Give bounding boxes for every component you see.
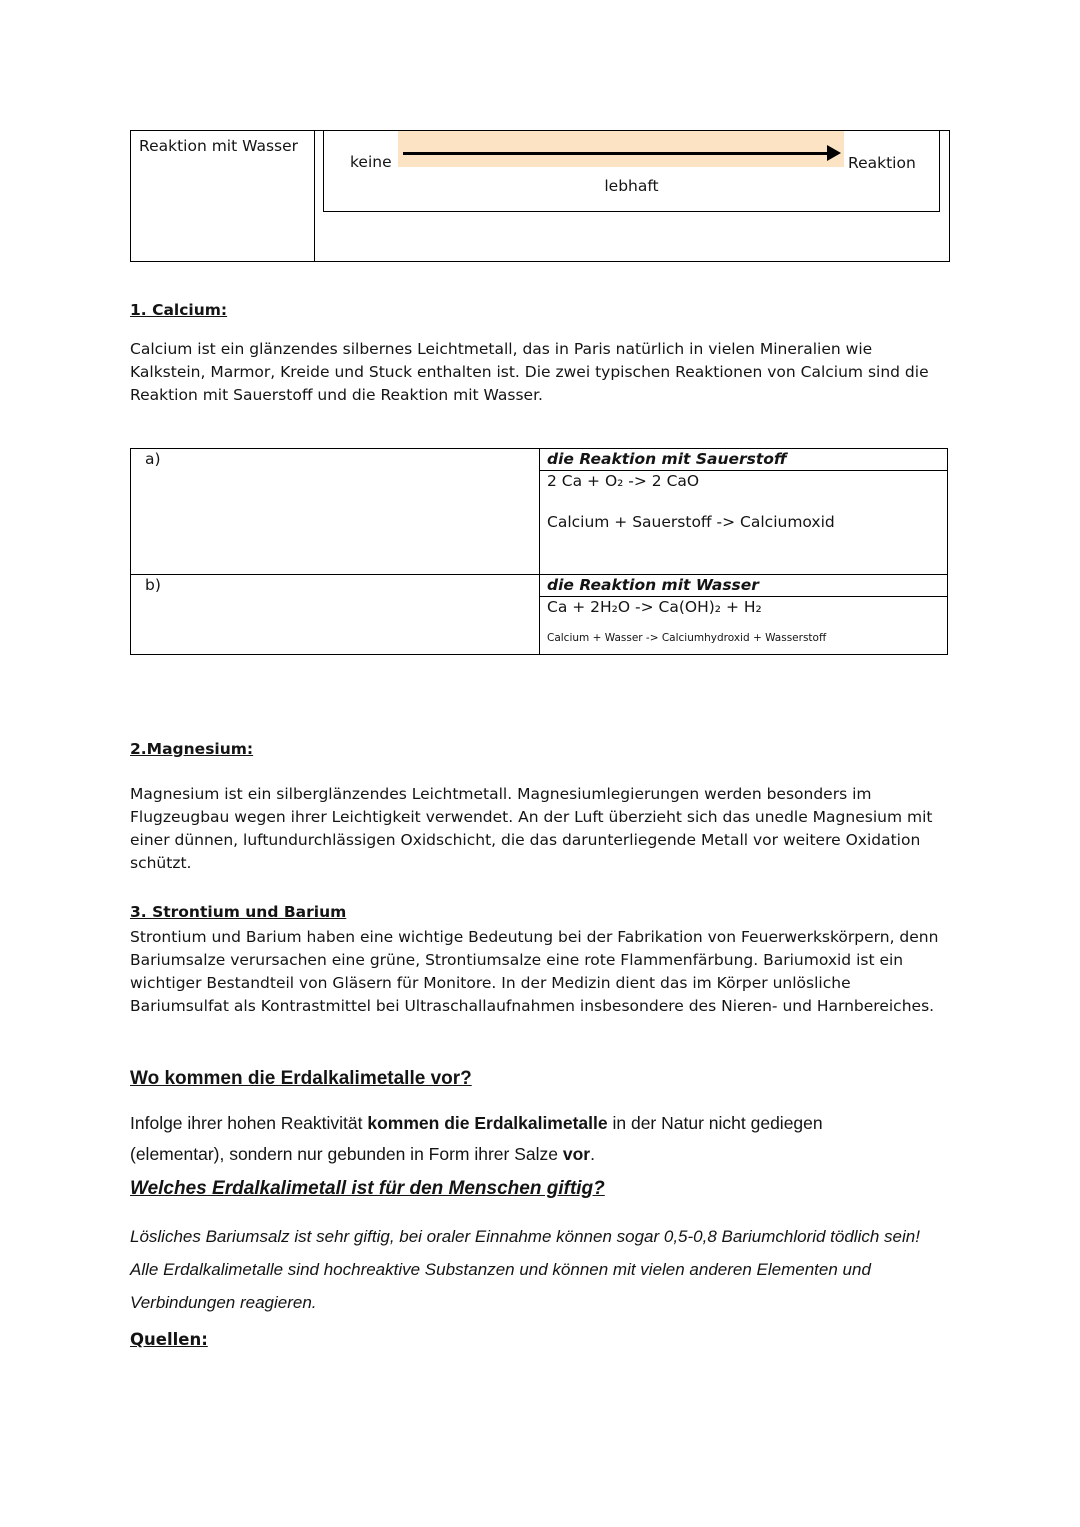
reaction-header: die Reaktion mit Wasser (540, 575, 948, 597)
chemical-equation: 2 Ca + O₂ -> 2 CaO (547, 472, 700, 490)
row-label-cell (131, 131, 315, 261)
paragraph-segment-bold: kommen die Erdalkalimetalle (367, 1113, 608, 1133)
table-row-label: a) (131, 449, 540, 575)
word-equation: Calcium + Sauerstoff -> Calciumoxid (547, 513, 835, 531)
giftig-heading: Welches Erdalkalimetall ist für den Menschen giftig? (130, 1178, 605, 1199)
reaction-content-cell (540, 597, 948, 655)
giftig-paragraph: Lösliches Bariumsalz ist sehr giftig, bei oraler Einnahme können sogar 0,5-0,8 Bariumchlorid tödlich sein! Alle Erdalkalimetalle sind hochreaktive Substanzen und können mit vielen anderen Elementen und Verbindungen reagieren. (130, 1227, 920, 1312)
magnesium-heading: 2.Magnesium: (130, 740, 254, 758)
scale-left-label: keine (350, 153, 392, 171)
table-row-label: b) (131, 575, 540, 655)
reaction-water-table (130, 130, 950, 262)
paragraph-segment: Infolge ihrer hohen Reaktivität (130, 1113, 368, 1133)
vorkommen-paragraph (130, 1108, 900, 1170)
paragraph-segment: in der Natur nicht gediegen (elementar), sondern nur gebunden in Form ihrer Salze (130, 1113, 823, 1164)
scale-cell (315, 131, 949, 261)
magnesium-paragraph: Magnesium ist ein silberglänzendes Leichtmetall. Magnesiumlegierungen werden besonders im Flugzeugbau wegen ihrer Leichtigkeit verwendet. An der Luft überzieht sich das unedle Magnesium mit einer dünnen, luftundurchlässigen Oxidschicht, die das darunterliegende Metall vor weitere Oxidation schützt. (130, 785, 933, 872)
word-equation: Calcium + Wasser -> Calciumhydroxid + Wasserstoff (547, 632, 827, 644)
reaction-content-cell (540, 471, 948, 575)
calcium-reactions-table (130, 448, 948, 655)
strontium-heading: 3. Strontium und Barium (130, 903, 347, 921)
scale-right-label: Reaktion (848, 154, 916, 172)
reaction-scale-box (323, 130, 940, 212)
quellen-heading: Quellen: (130, 1330, 208, 1349)
paragraph-segment-bold: vor (562, 1144, 591, 1164)
strontium-paragraph: Strontium und Barium haben eine wichtige Bedeutung bei der Fabrikation von Feuerwerkskörpern, denn Bariumsalze verursachen eine grüne, Strontiumsalze eine rote Flammenfärbung. Bariumoxid ist ein wichtiger Bestandteil von Gläsern für Monitore. In der Medizin dient das im Körper unlösliche Bariumsulfat als Kontrastmittel bei Ultraschallaufnahmen insbesondere des Nieren- und Harnbereiches. (130, 928, 939, 1015)
arrow-right-icon (827, 145, 841, 161)
calcium-paragraph: Calcium ist ein glänzendes silbernes Leichtmetall, das in Paris natürlich in vielen Mineralien wie Kalkstein, Marmor, Kreide und Stuck enthalten ist. Die zwei typischen Reaktionen von Calcium sind die Reaktion mit Sauerstoff und die Reaktion mit Wasser. (130, 340, 929, 404)
calcium-heading: 1. Calcium: (130, 301, 228, 319)
paragraph-segment: . (590, 1144, 595, 1164)
reaction-header: die Reaktion mit Sauerstoff (540, 449, 948, 471)
scale-arrow-bar (398, 131, 844, 167)
arrow-shaft (403, 152, 828, 155)
vorkommen-heading: Wo kommen die Erdalkalimetalle vor? (130, 1068, 472, 1089)
scale-below-label: lebhaft (604, 177, 659, 195)
chemical-equation: Ca + 2H₂O -> Ca(OH)₂ + H₂ (547, 598, 762, 616)
row-label: Reaktion mit Wasser (139, 137, 299, 155)
